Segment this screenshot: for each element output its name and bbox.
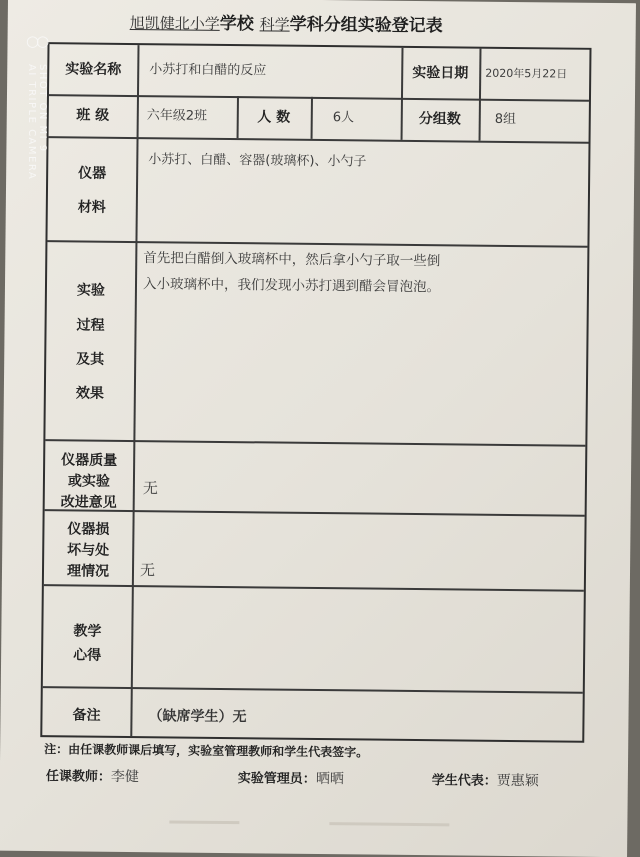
process-label-3: 及其 xyxy=(76,351,105,368)
scan-mark xyxy=(169,820,239,824)
teacher-signature-field xyxy=(46,765,139,786)
teacher-label: 任课教师： xyxy=(45,769,111,785)
date-value: 2020年5月22日 xyxy=(485,66,568,81)
process-line-1: 首先把白醋倒入玻璃杯中，然后拿小勺子取一些倒 xyxy=(143,250,441,270)
damage-label-3: 理情况 xyxy=(66,563,110,580)
watermark-line-1: SHOT ON MI 9 xyxy=(37,64,48,153)
footer-note: 注：由任课教师课后填写，实验室管理教师和学生代表签字。 xyxy=(44,742,369,760)
scan-mark xyxy=(329,822,449,826)
damage-label-2: 坏与处 xyxy=(67,542,110,559)
remarks-value: （缺席学生）无 xyxy=(148,708,247,726)
people-value: 6人 xyxy=(332,110,355,126)
instruments-value: 小苏打、白醋、容器(玻璃杯)、小勺子 xyxy=(148,152,367,170)
form-title xyxy=(130,8,443,36)
quality-label-1: 仪器质量 xyxy=(61,452,118,469)
form-table xyxy=(40,42,591,743)
teacher-signature: 李健 xyxy=(110,768,139,786)
exp-name-label: 实验名称 xyxy=(65,61,122,78)
exp-name-value: 小苏打和白醋的反应 xyxy=(149,62,267,79)
groups-value: 8组 xyxy=(494,111,517,128)
date-label: 实验日期 xyxy=(412,64,469,82)
process-label-4: 效果 xyxy=(75,385,104,402)
process-line-2: 入小玻璃杯中，我们发现小苏打遇到醋会冒泡泡。 xyxy=(142,276,441,296)
process-label-2: 过程 xyxy=(76,317,105,334)
experience-label-2: 心得 xyxy=(73,647,102,664)
process-label-1: 实验 xyxy=(76,282,106,299)
remarks-label: 备注 xyxy=(72,707,101,724)
damage-label-1: 仪器损 xyxy=(67,521,110,538)
school-suffix: 学校 xyxy=(219,13,254,35)
instruments-label-1: 仪器 xyxy=(78,165,107,182)
watermark-line-2: AI TRIPLE CAMERA xyxy=(26,64,37,181)
manager-signature-field xyxy=(238,767,344,788)
class-label: 班 级 xyxy=(76,107,110,124)
class-value: 六年级2班 xyxy=(146,108,208,124)
damage-value: 无 xyxy=(139,561,156,580)
quality-value: 无 xyxy=(142,479,158,498)
instruments-label-2: 材料 xyxy=(77,199,106,216)
experience-label-1: 教学 xyxy=(73,623,102,640)
watermark-text xyxy=(26,64,48,294)
manager-label: 实验管理员： xyxy=(237,771,316,787)
groups-label: 分组数 xyxy=(418,111,461,128)
school-name-handwritten: 旭凯健北小学 xyxy=(129,13,220,33)
camera-watermark xyxy=(20,18,50,278)
student-signature: 贾惠颖 xyxy=(496,772,539,790)
quality-label-2: 或实验 xyxy=(67,473,111,490)
title-rest: 学科分组实验登记表 xyxy=(289,14,443,37)
manager-signature: 晒晒 xyxy=(315,770,344,788)
student-signature-field xyxy=(432,769,539,790)
student-label: 学生代表： xyxy=(431,773,497,789)
camera-logo-icon: ○○ xyxy=(26,32,47,50)
people-label: 人 数 xyxy=(257,109,291,126)
subject-handwritten: 科学 xyxy=(259,15,290,34)
quality-label-3: 改进意见 xyxy=(60,494,117,511)
